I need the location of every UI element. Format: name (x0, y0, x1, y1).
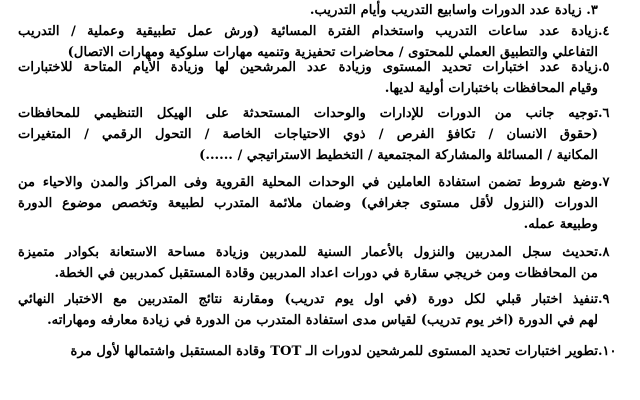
list-item (18, 289, 628, 331)
item-text (18, 172, 598, 235)
item-line: تنفيذ اختبار قبلي لكل دورة (في اول يوم تدريب) ومقارنة نتائج المتدربين مع الاختبار النهائي (18, 292, 598, 307)
list-item (18, 103, 628, 166)
list-item (18, 57, 628, 99)
item-line: زيادة عدد اختبارات تحديد المستوى وزيادة عدد المرشحين لها وزيادة الأيام المتاحة للاختبارات (18, 60, 598, 75)
item-text (18, 289, 598, 331)
list-item (18, 0, 628, 21)
item-line: (حقوق الانسان / تكافؤ الفرص / ذوي الاحتياجات الخاصة / التحول الرقمي / المتغيرات (18, 127, 598, 142)
item-line: الدورات (النزول لأقل مستوى جغرافي) وضمان ملائمة المتدرب لطبيعة وتخصص موضوع الدورة (18, 196, 598, 211)
item-line: تحديث سجل المدربين والنزول بالأعمار السنية للمدربين وزيادة مساحة الاستعانة بكوادر متميزة (18, 245, 598, 260)
item-line: زيادة عدد ساعات التدريب واستخدام الفترة المسائية (ورش عمل تطبيقية وعملية / التدريب (18, 24, 598, 39)
item-line: ٣. زيادة عدد الدورات واسابيع التدريب وأيام التدريب. (309, 3, 598, 18)
item-number: .٥ (598, 60, 610, 75)
item-number: .٨ (598, 245, 610, 260)
item-text (18, 242, 598, 284)
item-line: المكانية / المسائلة والمشاركة المجتمعية / التخطيط الاستراتيجي / ......) (199, 148, 598, 163)
item-number: .٤ (598, 24, 610, 39)
item-text (18, 103, 598, 166)
item-line: وطبيعة عمله. (523, 217, 598, 232)
item-line: توجيه جانب من الدورات للإدارات والوحدات المستحدثة على الهيكل التنظيمي للمحافظات (18, 106, 598, 121)
item-number: .٧ (598, 175, 610, 190)
list-item (18, 172, 628, 235)
item-number: .١٠ (598, 344, 617, 359)
item-text (18, 57, 598, 99)
list-item (18, 242, 628, 284)
item-number: .٦ (598, 106, 610, 121)
item-line: وضع شروط تضمن استفادة العاملين في الوحدات المحلية القروية وفى المراكز والمدن والاحياء من (18, 175, 598, 190)
item-line: من المحافظات ومن خريجي سقارة في دورات اعداد المدربين وقادة المستقبل كمدربين في الخطة. (54, 266, 598, 281)
item-line: لهم في الدورة (اخر يوم تدريب) لقياس مدى استفادة المتدرب من الدورة في زيادة معارفه ومهاراته. (47, 313, 598, 328)
item-line: وقيام المحافظات باختبارات أولية لديها. (384, 81, 598, 96)
list-item (18, 341, 628, 362)
item-line: تطوير اختبارات تحديد المستوى للمرشحين لدورات الـ TOT وقادة المستقبل واشتمالها لأول مرة (70, 344, 598, 359)
item-line: التفاعلي والتطبيق العملي للمحتوى / محاضرات تحفيزية وتنميه مهارات سلوكية ومهارات الاتصال) (67, 45, 598, 60)
item-text (18, 0, 628, 21)
item-text (18, 341, 598, 362)
item-number: .٩ (598, 292, 610, 307)
